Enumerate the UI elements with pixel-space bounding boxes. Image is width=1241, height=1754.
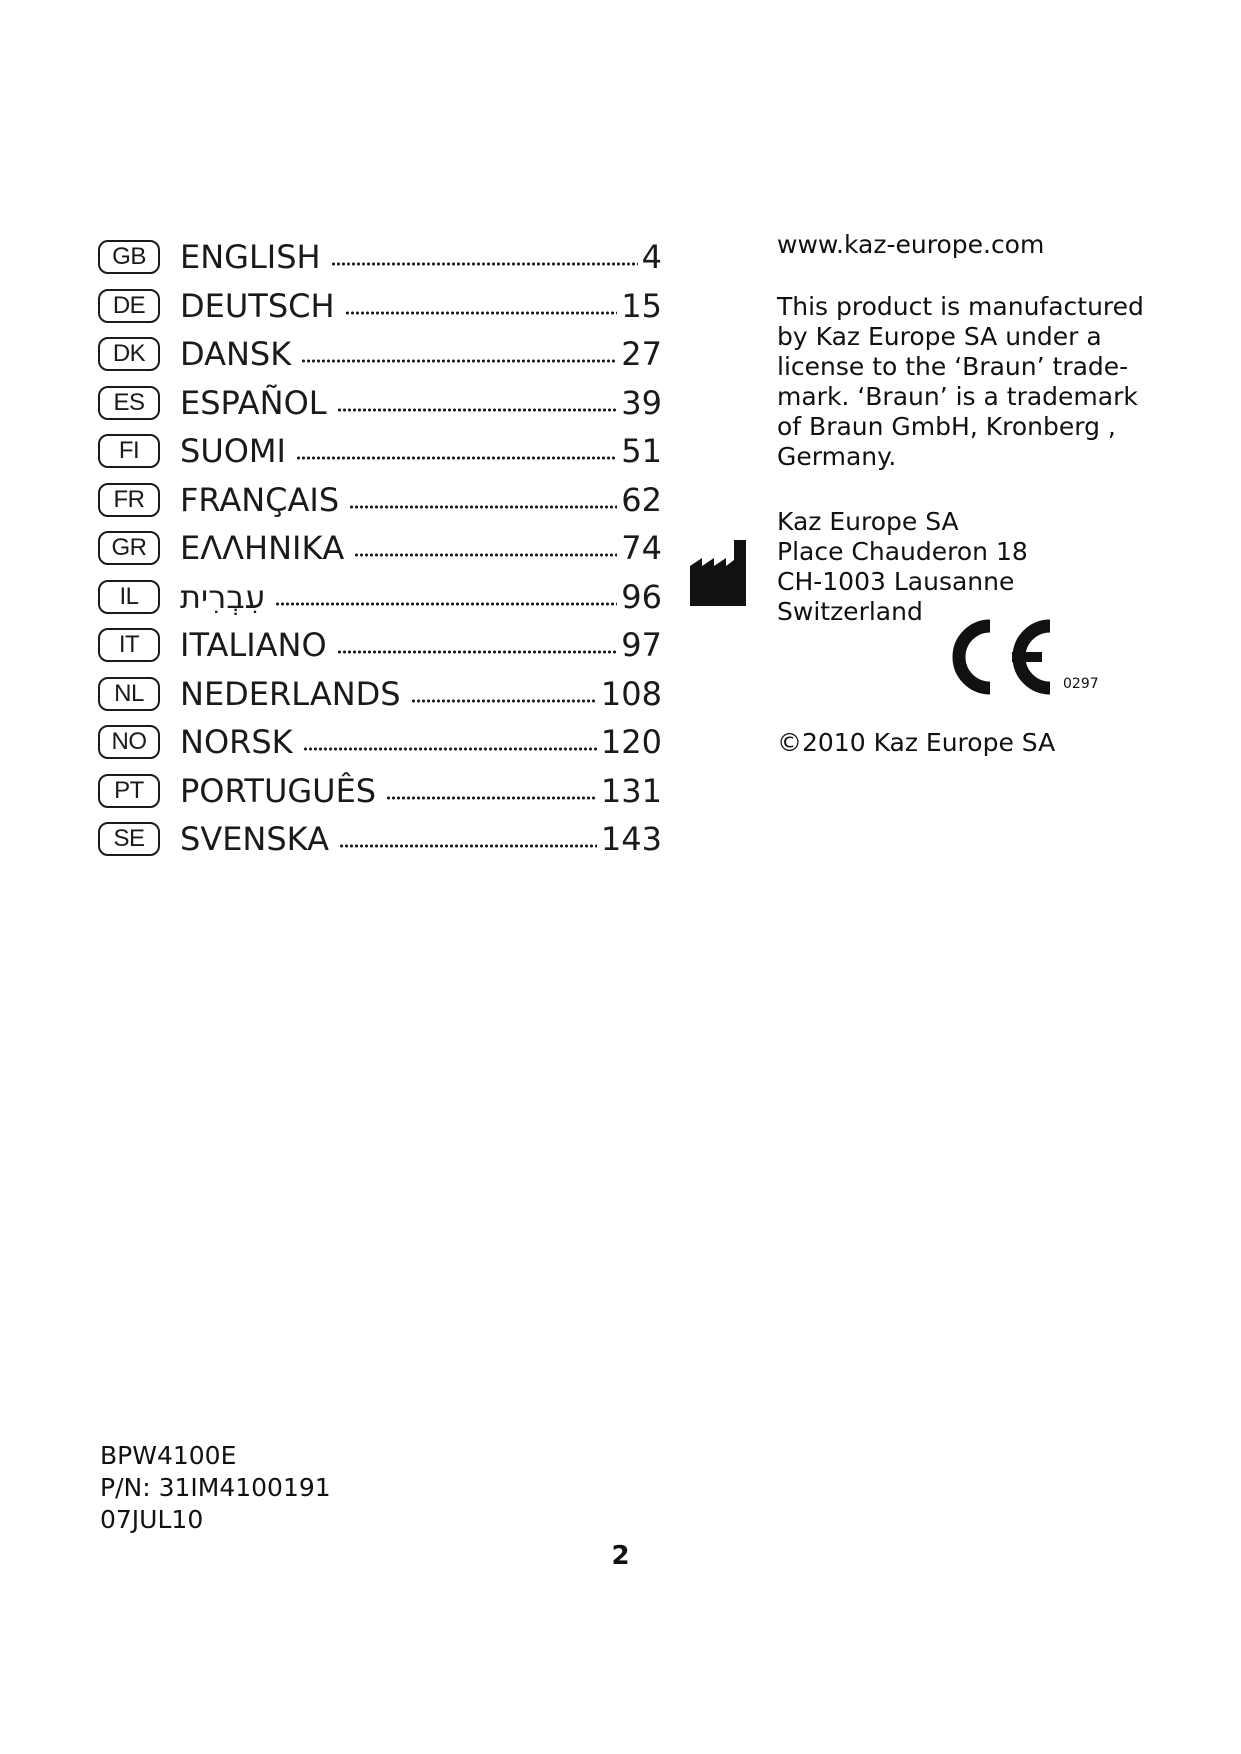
language-code-badge: IL	[98, 580, 160, 614]
language-code-badge: ES	[98, 386, 160, 420]
dot-leader	[345, 311, 618, 315]
page-reference: 74	[621, 529, 662, 568]
toc-entry-suomi[interactable]	[98, 427, 662, 476]
license-line: mark. ‘Braun’ is a trademark	[777, 382, 1138, 411]
toc-entry-svenska[interactable]	[98, 815, 662, 864]
website-address[interactable]: www.kaz-europe.com	[777, 230, 1045, 259]
page-reference: 15	[621, 286, 662, 325]
dot-leader	[275, 602, 617, 606]
ce-mark-icon	[940, 618, 1060, 696]
language-code-badge: GR	[98, 531, 160, 565]
toc-entry-english[interactable]	[98, 233, 662, 282]
dot-leader	[296, 456, 617, 460]
address-line: Kaz Europe SA	[777, 507, 959, 536]
license-line: license to the ‘Braun’ trade-	[777, 352, 1129, 381]
language-name: ENGLISH	[180, 238, 321, 277]
page-reference: 62	[621, 480, 662, 519]
copyright-notice: ©2010 Kaz Europe SA	[777, 728, 1056, 757]
dot-leader	[339, 844, 597, 848]
page-reference: 96	[621, 577, 662, 616]
language-name: ESPAÑOL	[180, 383, 327, 422]
address-line: Place Chauderon 18	[777, 537, 1028, 566]
dot-leader	[411, 699, 597, 703]
toc-entry-espanol[interactable]	[98, 379, 662, 428]
page-number: 2	[611, 1541, 630, 1571]
toc-entry-nederlands[interactable]	[98, 670, 662, 719]
page-reference: 143	[600, 820, 662, 859]
language-name: ITALIANO	[180, 626, 327, 665]
language-name: PORTUGUÊS	[180, 771, 377, 810]
dot-leader	[354, 553, 617, 557]
page-reference: 27	[621, 335, 662, 374]
part-number: P/N: 31IM4100191	[100, 1473, 331, 1502]
language-code-badge: SE	[98, 822, 160, 856]
dot-leader	[349, 505, 617, 509]
table-of-contents	[98, 233, 662, 864]
model-number: BPW4100E	[100, 1441, 237, 1470]
address-line: Switzerland	[777, 597, 923, 626]
license-line: Germany.	[777, 442, 897, 471]
language-name: NEDERLANDS	[180, 674, 401, 713]
language-code-badge: PT	[98, 774, 160, 808]
language-name: ΕΛΛΗΝΙΚΑ	[180, 529, 345, 568]
license-notice	[777, 292, 1157, 472]
license-line: of Braun GmbH, Kronberg ,	[777, 412, 1116, 441]
toc-entry-italiano[interactable]	[98, 621, 662, 670]
page-reference: 97	[621, 626, 662, 665]
page-reference: 120	[600, 723, 662, 762]
factory-icon	[690, 540, 746, 606]
language-code-badge: DE	[98, 289, 160, 323]
toc-entry-ivrit[interactable]	[98, 573, 662, 622]
page-reference: 108	[600, 674, 662, 713]
page-reference: 51	[621, 432, 662, 471]
language-code-badge: FI	[98, 434, 160, 468]
language-name: DEUTSCH	[180, 286, 335, 325]
dot-leader	[386, 796, 597, 800]
toc-entry-portugues[interactable]	[98, 767, 662, 816]
dot-leader	[337, 408, 618, 412]
page-reference: 4	[641, 238, 662, 277]
language-name: SVENSKA	[180, 820, 329, 859]
dot-leader	[301, 359, 617, 363]
language-code-badge: GB	[98, 240, 160, 274]
manufacturer-address	[777, 507, 1157, 627]
document-codes	[100, 1440, 331, 1536]
address-line: CH-1003 Lausanne	[777, 567, 1015, 596]
toc-entry-dansk[interactable]	[98, 330, 662, 379]
license-line: This product is manufactured	[777, 292, 1144, 321]
language-code-badge: NL	[98, 677, 160, 711]
language-code-badge: NO	[98, 725, 160, 759]
toc-entry-francais[interactable]	[98, 476, 662, 525]
dot-leader	[331, 262, 638, 266]
dot-leader	[337, 650, 618, 654]
language-name: DANSK	[180, 335, 292, 374]
toc-entry-deutsch[interactable]	[98, 282, 662, 331]
toc-entry-norsk[interactable]	[98, 718, 662, 767]
language-name: NORSK	[180, 723, 293, 762]
date-code: 07JUL10	[100, 1505, 204, 1534]
toc-entry-ellinika[interactable]	[98, 524, 662, 573]
language-name: FRANÇAIS	[180, 480, 340, 519]
page-reference: 131	[600, 771, 662, 810]
page-reference: 39	[621, 383, 662, 422]
language-code-badge: IT	[98, 628, 160, 662]
dot-leader	[303, 747, 597, 751]
language-name: SUOMI	[180, 432, 286, 471]
notified-body-number: 0297	[1063, 676, 1099, 692]
language-code-badge: FR	[98, 483, 160, 517]
language-name: עִבְרִית	[180, 577, 266, 616]
language-code-badge: DK	[98, 337, 160, 371]
license-line: by Kaz Europe SA under a	[777, 322, 1102, 351]
